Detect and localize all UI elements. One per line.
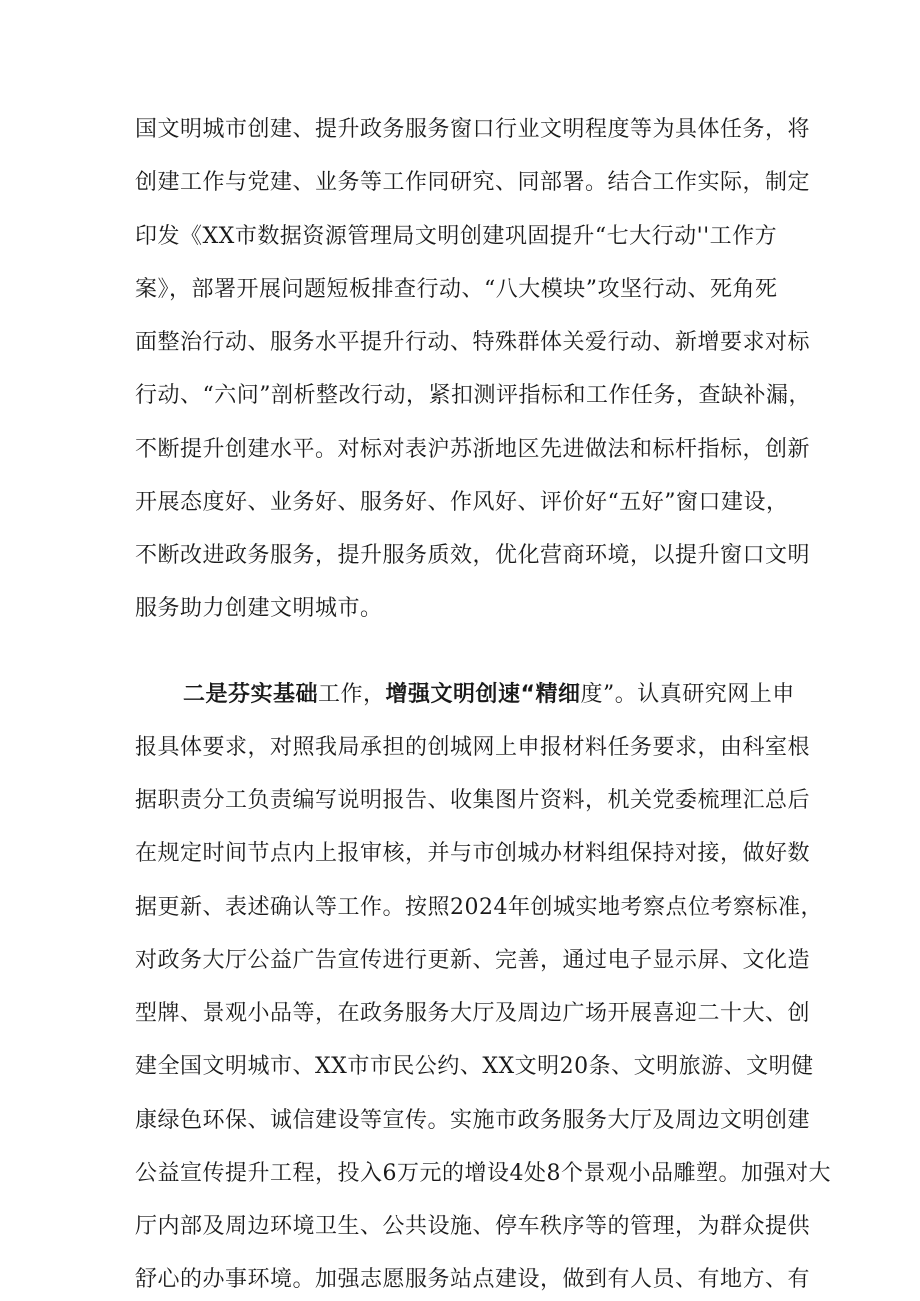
paragraph-line: 报具体要求，对照我局承担的创城网上申报材料任务要求，由科室根	[135, 735, 811, 760]
paragraph-line: 据职责分工负责编写说明报告、收集图片资料，机关党委梳理汇总后	[135, 788, 811, 813]
paragraph-line: 康绿色环保、诚信建设等宣传。实施市政务服务大厅及周边文明创建	[135, 1108, 811, 1133]
paragraph-line: 不断提升创建水平。对标对表沪苏浙地区先进做法和标杆指标，创新	[135, 437, 811, 462]
heading-text: 工作，	[318, 682, 386, 707]
paragraph-line: 创建工作与党建、业务等工作同研究、同部署。结合工作实际，制定	[135, 170, 811, 195]
paragraph-line: 印发《XX市数据资源管理局文明创建巩固提升“七大行动''工作方	[135, 224, 778, 249]
paragraph-line: 不断改进政务服务，提升服务质效，优化营商环境，以提升窗口文明	[135, 543, 811, 568]
heading-text: 二是芬实基础	[183, 682, 319, 707]
paragraph-line: 行动、“六问”剖析整改行动，紧扣测评指标和工作任务，查缺补漏，	[135, 383, 811, 408]
paragraph-first-line	[183, 680, 795, 710]
heading-text: 度”。	[580, 682, 638, 707]
paragraph-line: 面整治行动、服务水平提升行动、特殊群体关爱行动、新增要求对标	[135, 330, 811, 355]
paragraph-line: 案》，部署开展问题短板排查行动、“八大模块”攻坚行动、死角死	[135, 277, 778, 302]
heading-text: 增强文明创速“精细	[385, 682, 581, 707]
paragraph-line: 舒心的办事环境。加强志愿服务站点建设，做到有人员、有地方、有	[135, 1267, 811, 1292]
paragraph-line: 国文明城市创建、提升政务服务窗口行业文明程度等为具体任务，将	[135, 117, 811, 142]
paragraph-line: 厅内部及周边环境卫生、公共设施、停车秩序等的管理，为群众提供	[135, 1214, 811, 1239]
paragraph-line: 服务助力创建文明城市。	[135, 596, 383, 621]
paragraph-line: 型牌、景观小品等，在政务服务大厅及周边广场开展喜迎二十大、创	[135, 1001, 811, 1026]
paragraph-line: 公益宣传提升工程，投入6万元的增设4处8个景观小品雕塑。加强对大	[135, 1161, 831, 1186]
paragraph-line: 对政务大厅公益广告宣传进行更新、完善，通过电子显示屏、文化造	[135, 948, 811, 973]
paragraph-line: 据更新、表述确认等工作。按照2024年创城实地考察点位考察标准，	[135, 895, 823, 920]
paragraph-line: 建全国文明城市、XX市市民公约、XX文明20条、文明旅游、文明健	[135, 1054, 814, 1079]
paragraph-line: 在规定时间节点内上报审核，并与市创城办材料组保持对接，做好数	[135, 841, 811, 866]
paragraph-text: 认真研究网上申	[637, 682, 795, 707]
paragraph-line: 开展态度好、业务好、服务好、作风好、评价好“五好”窗口建设，	[135, 490, 789, 515]
